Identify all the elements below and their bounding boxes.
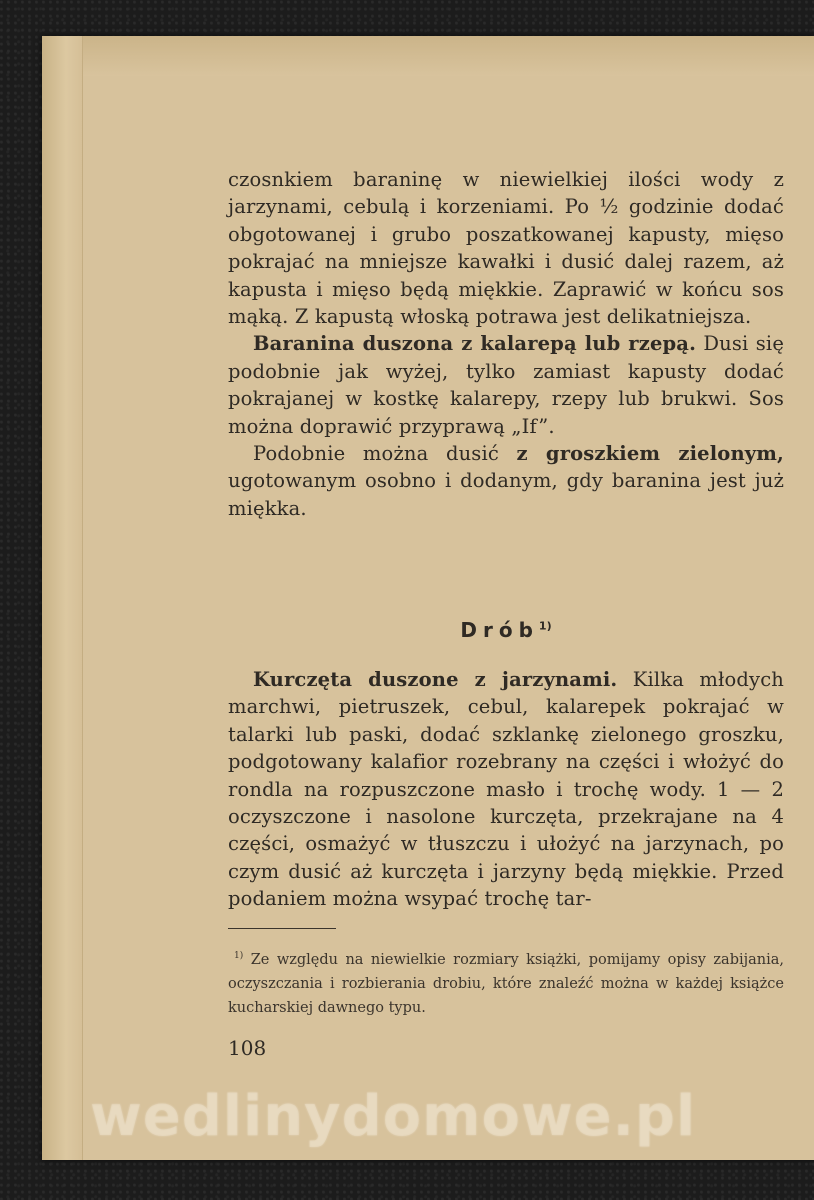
page-top-edge (42, 36, 814, 76)
recipe-title-kurczeta: Kurczęta duszone z jarzynami. (253, 668, 618, 691)
footnote-mark: 1) (234, 951, 244, 961)
footnote-rule (228, 928, 336, 929)
section-heading-drob (228, 618, 784, 642)
page-fore-edge (42, 36, 83, 1160)
recipe-title-baranina: Baranina duszona z kalarepą lub rzepą. (253, 332, 697, 356)
paragraph-groszek (228, 440, 784, 522)
groszek-bold: z groszkiem zielonym, (516, 442, 784, 466)
paragraph-continued: czosnkiem baraninę w niewielkiej ilości wody z jarzynami, cebulą i korzeniami. Po ½ godzinie dodać obgotowanej i grubo poszatkowanej kapusty, mięso pokrajać na mniejsze kawałki i dusić dalej razem, aż kapusta i mięso będą miękkie. Zaprawić w końcu sos mąką. Z kapustą włoską potrawa jest delikatniejsza. (228, 168, 784, 329)
body-text-bottom (228, 666, 784, 913)
watermark: wedlinydomowe.pl (90, 1084, 697, 1149)
footnote-text: Ze względu na niewielkie rozmiary książki, pomijamy opisy zabijania, oczyszczania i rozbierania drobiu, które znaleźć można w każdej książce kucharskiej dawnego typu. (228, 951, 784, 1016)
paragraph-baranina-kalarepa (228, 330, 784, 440)
groszek-tail: ugotowanym osobno i dodanym, gdy baranina jest już miękka. (228, 469, 784, 520)
page-number: 108 (228, 1036, 267, 1060)
groszek-lead: Podobnie można dusić (253, 442, 517, 466)
footnote (228, 944, 784, 1020)
heading-text: Drób (460, 618, 539, 642)
recipe-body-baranina: Dusi się podobnie jak wyżej, tylko zamiast kapusty dodać pokrajanej w kostkę kalarepy, rzepy lub brukwi. Sos można doprawić przyprawą „If”. (228, 332, 785, 438)
recipe-body-kurczeta: Kilka młodych marchwi, pietruszek, cebul, kalarepek pokrajać w talarki lub paski, dodać szklankę zielonego groszku, podgotowany kalafior rozebrany na części i włożyć do rondla na rozpuszczone masło i trochę wody. 1 — 2 oczyszczone i nasolone kurczęta, przekrajane na 4 części, osmażyć w tłuszczu i ułożyć na jarzynach, po czym dusić aż kurczęta i jarzyny będą miękkie. Przed podaniem można wsypać trochę tar- (228, 668, 784, 911)
paragraph-kurczeta (228, 666, 784, 913)
footnote-reference: 1) (538, 619, 552, 633)
body-text-top (228, 166, 784, 522)
